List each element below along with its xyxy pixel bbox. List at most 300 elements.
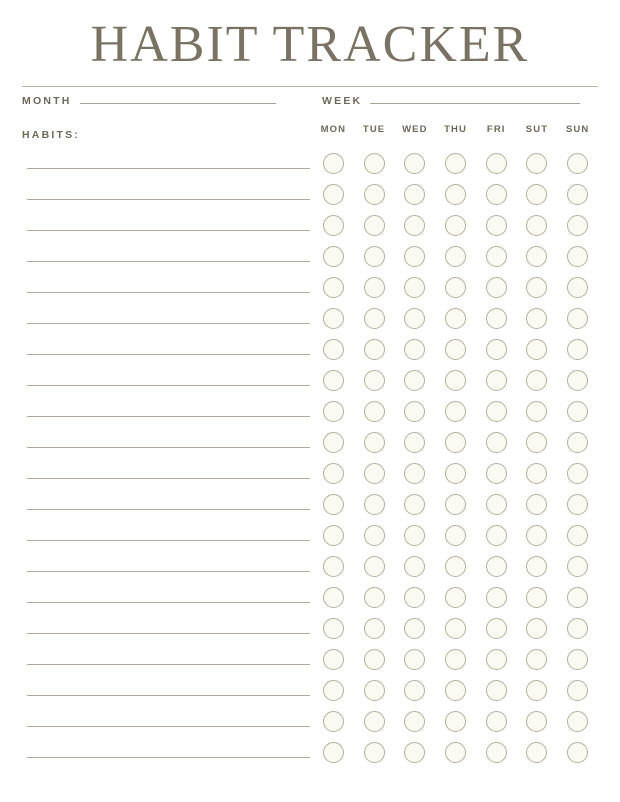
checkbox-circle-icon[interactable] — [323, 494, 344, 515]
tracker-cell[interactable] — [557, 525, 598, 546]
checkbox-circle-icon[interactable] — [445, 370, 466, 391]
tracker-cell[interactable] — [557, 277, 598, 298]
habit-line[interactable] — [27, 385, 310, 386]
tracker-cell[interactable] — [354, 370, 395, 391]
checkbox-circle-icon[interactable] — [486, 277, 507, 298]
tracker-cell[interactable] — [313, 742, 354, 763]
checkbox-circle-icon[interactable] — [404, 680, 425, 701]
checkbox-circle-icon[interactable] — [323, 711, 344, 732]
tracker-cell[interactable] — [435, 587, 476, 608]
habit-line[interactable] — [27, 168, 310, 169]
checkbox-circle-icon[interactable] — [567, 525, 588, 546]
checkbox-circle-icon[interactable] — [486, 370, 507, 391]
tracker-cell[interactable] — [313, 711, 354, 732]
tracker-cell[interactable] — [435, 711, 476, 732]
checkbox-circle-icon[interactable] — [486, 153, 507, 174]
checkbox-circle-icon[interactable] — [445, 556, 466, 577]
habit-line[interactable] — [27, 230, 310, 231]
checkbox-circle-icon[interactable] — [567, 277, 588, 298]
checkbox-circle-icon[interactable] — [445, 711, 466, 732]
checkbox-circle-icon[interactable] — [486, 680, 507, 701]
checkbox-circle-icon[interactable] — [445, 432, 466, 453]
checkbox-circle-icon[interactable] — [404, 401, 425, 422]
tracker-cell[interactable] — [394, 184, 435, 205]
tracker-cell[interactable] — [435, 339, 476, 360]
tracker-cell[interactable] — [394, 618, 435, 639]
tracker-cell[interactable] — [394, 370, 435, 391]
checkbox-circle-icon[interactable] — [404, 153, 425, 174]
tracker-cell[interactable] — [354, 649, 395, 670]
tracker-cell[interactable] — [394, 215, 435, 236]
checkbox-circle-icon[interactable] — [404, 711, 425, 732]
checkbox-circle-icon[interactable] — [364, 401, 385, 422]
tracker-cell[interactable] — [517, 525, 558, 546]
tracker-cell[interactable] — [476, 494, 517, 515]
tracker-cell[interactable] — [435, 370, 476, 391]
tracker-cell[interactable] — [354, 339, 395, 360]
tracker-cell[interactable] — [476, 432, 517, 453]
tracker-cell[interactable] — [476, 463, 517, 484]
tracker-cell[interactable] — [557, 215, 598, 236]
tracker-cell[interactable] — [517, 308, 558, 329]
tracker-cell[interactable] — [517, 680, 558, 701]
tracker-cell[interactable] — [394, 742, 435, 763]
habit-line[interactable] — [27, 354, 310, 355]
checkbox-circle-icon[interactable] — [364, 370, 385, 391]
tracker-cell[interactable] — [435, 463, 476, 484]
tracker-cell[interactable] — [354, 153, 395, 174]
checkbox-circle-icon[interactable] — [526, 184, 547, 205]
tracker-cell[interactable] — [313, 370, 354, 391]
checkbox-circle-icon[interactable] — [567, 215, 588, 236]
tracker-cell[interactable] — [435, 184, 476, 205]
checkbox-circle-icon[interactable] — [526, 370, 547, 391]
checkbox-circle-icon[interactable] — [445, 525, 466, 546]
checkbox-circle-icon[interactable] — [445, 246, 466, 267]
tracker-cell[interactable] — [313, 463, 354, 484]
tracker-cell[interactable] — [394, 711, 435, 732]
tracker-cell[interactable] — [435, 556, 476, 577]
checkbox-circle-icon[interactable] — [526, 742, 547, 763]
checkbox-circle-icon[interactable] — [364, 680, 385, 701]
checkbox-circle-icon[interactable] — [445, 401, 466, 422]
checkbox-circle-icon[interactable] — [567, 618, 588, 639]
checkbox-circle-icon[interactable] — [323, 215, 344, 236]
tracker-cell[interactable] — [517, 246, 558, 267]
checkbox-circle-icon[interactable] — [323, 618, 344, 639]
checkbox-circle-icon[interactable] — [404, 308, 425, 329]
tracker-cell[interactable] — [476, 680, 517, 701]
checkbox-circle-icon[interactable] — [404, 184, 425, 205]
tracker-cell[interactable] — [557, 680, 598, 701]
tracker-cell[interactable] — [557, 587, 598, 608]
tracker-cell[interactable] — [476, 277, 517, 298]
habit-line[interactable] — [27, 261, 310, 262]
tracker-cell[interactable] — [354, 277, 395, 298]
checkbox-circle-icon[interactable] — [526, 649, 547, 670]
checkbox-circle-icon[interactable] — [567, 711, 588, 732]
tracker-cell[interactable] — [557, 339, 598, 360]
tracker-cell[interactable] — [476, 246, 517, 267]
checkbox-circle-icon[interactable] — [364, 649, 385, 670]
checkbox-circle-icon[interactable] — [486, 742, 507, 763]
tracker-cell[interactable] — [435, 432, 476, 453]
tracker-cell[interactable] — [313, 556, 354, 577]
habit-line[interactable] — [27, 602, 310, 603]
tracker-cell[interactable] — [354, 711, 395, 732]
checkbox-circle-icon[interactable] — [364, 556, 385, 577]
checkbox-circle-icon[interactable] — [364, 711, 385, 732]
habit-line[interactable] — [27, 540, 310, 541]
checkbox-circle-icon[interactable] — [323, 742, 344, 763]
habit-line[interactable] — [27, 292, 310, 293]
checkbox-circle-icon[interactable] — [364, 463, 385, 484]
tracker-cell[interactable] — [557, 432, 598, 453]
tracker-cell[interactable] — [313, 680, 354, 701]
tracker-cell[interactable] — [476, 184, 517, 205]
tracker-cell[interactable] — [394, 556, 435, 577]
checkbox-circle-icon[interactable] — [486, 184, 507, 205]
checkbox-circle-icon[interactable] — [567, 556, 588, 577]
tracker-cell[interactable] — [394, 680, 435, 701]
checkbox-circle-icon[interactable] — [526, 680, 547, 701]
tracker-cell[interactable] — [435, 308, 476, 329]
checkbox-circle-icon[interactable] — [526, 556, 547, 577]
checkbox-circle-icon[interactable] — [567, 649, 588, 670]
tracker-cell[interactable] — [394, 308, 435, 329]
checkbox-circle-icon[interactable] — [445, 184, 466, 205]
checkbox-circle-icon[interactable] — [404, 246, 425, 267]
checkbox-circle-icon[interactable] — [526, 463, 547, 484]
tracker-cell[interactable] — [476, 525, 517, 546]
tracker-cell[interactable] — [435, 215, 476, 236]
checkbox-circle-icon[interactable] — [404, 649, 425, 670]
tracker-cell[interactable] — [476, 215, 517, 236]
checkbox-circle-icon[interactable] — [323, 556, 344, 577]
tracker-cell[interactable] — [517, 339, 558, 360]
tracker-cell[interactable] — [313, 401, 354, 422]
tracker-cell[interactable] — [313, 339, 354, 360]
checkbox-circle-icon[interactable] — [323, 525, 344, 546]
tracker-cell[interactable] — [313, 525, 354, 546]
tracker-cell[interactable] — [313, 649, 354, 670]
checkbox-circle-icon[interactable] — [323, 401, 344, 422]
checkbox-circle-icon[interactable] — [323, 277, 344, 298]
tracker-cell[interactable] — [557, 308, 598, 329]
checkbox-circle-icon[interactable] — [404, 215, 425, 236]
tracker-cell[interactable] — [394, 339, 435, 360]
tracker-cell[interactable] — [394, 525, 435, 546]
checkbox-circle-icon[interactable] — [404, 339, 425, 360]
tracker-cell[interactable] — [476, 649, 517, 670]
checkbox-circle-icon[interactable] — [486, 649, 507, 670]
tracker-cell[interactable] — [476, 153, 517, 174]
week-field[interactable] — [322, 95, 600, 107]
checkbox-circle-icon[interactable] — [323, 153, 344, 174]
tracker-cell[interactable] — [517, 587, 558, 608]
checkbox-circle-icon[interactable] — [364, 153, 385, 174]
checkbox-circle-icon[interactable] — [567, 401, 588, 422]
checkbox-circle-icon[interactable] — [526, 494, 547, 515]
tracker-cell[interactable] — [354, 432, 395, 453]
checkbox-circle-icon[interactable] — [323, 184, 344, 205]
checkbox-circle-icon[interactable] — [486, 432, 507, 453]
checkbox-circle-icon[interactable] — [364, 277, 385, 298]
month-field-writeline[interactable] — [80, 103, 276, 104]
checkbox-circle-icon[interactable] — [364, 246, 385, 267]
checkbox-circle-icon[interactable] — [364, 525, 385, 546]
tracker-cell[interactable] — [435, 525, 476, 546]
checkbox-circle-icon[interactable] — [445, 153, 466, 174]
tracker-cell[interactable] — [354, 215, 395, 236]
habit-line[interactable] — [27, 323, 310, 324]
habit-line[interactable] — [27, 726, 310, 727]
tracker-cell[interactable] — [313, 587, 354, 608]
tracker-cell[interactable] — [313, 246, 354, 267]
tracker-cell[interactable] — [313, 308, 354, 329]
checkbox-circle-icon[interactable] — [486, 494, 507, 515]
checkbox-circle-icon[interactable] — [364, 618, 385, 639]
checkbox-circle-icon[interactable] — [445, 742, 466, 763]
checkbox-circle-icon[interactable] — [445, 587, 466, 608]
checkbox-circle-icon[interactable] — [526, 246, 547, 267]
checkbox-circle-icon[interactable] — [486, 308, 507, 329]
checkbox-circle-icon[interactable] — [404, 494, 425, 515]
checkbox-circle-icon[interactable] — [323, 649, 344, 670]
habit-line[interactable] — [27, 478, 310, 479]
checkbox-circle-icon[interactable] — [567, 370, 588, 391]
checkbox-circle-icon[interactable] — [526, 215, 547, 236]
checkbox-circle-icon[interactable] — [567, 680, 588, 701]
tracker-cell[interactable] — [354, 742, 395, 763]
habit-line[interactable] — [27, 633, 310, 634]
checkbox-circle-icon[interactable] — [526, 432, 547, 453]
tracker-cell[interactable] — [476, 308, 517, 329]
tracker-cell[interactable] — [517, 370, 558, 391]
tracker-cell[interactable] — [476, 401, 517, 422]
tracker-cell[interactable] — [557, 246, 598, 267]
tracker-cell[interactable] — [313, 277, 354, 298]
checkbox-circle-icon[interactable] — [567, 432, 588, 453]
tracker-cell[interactable] — [517, 742, 558, 763]
tracker-cell[interactable] — [476, 711, 517, 732]
checkbox-circle-icon[interactable] — [486, 556, 507, 577]
tracker-cell[interactable] — [557, 649, 598, 670]
tracker-cell[interactable] — [435, 401, 476, 422]
checkbox-circle-icon[interactable] — [567, 308, 588, 329]
tracker-cell[interactable] — [557, 401, 598, 422]
checkbox-circle-icon[interactable] — [404, 556, 425, 577]
tracker-cell[interactable] — [354, 525, 395, 546]
checkbox-circle-icon[interactable] — [404, 587, 425, 608]
tracker-cell[interactable] — [557, 556, 598, 577]
checkbox-circle-icon[interactable] — [526, 153, 547, 174]
tracker-cell[interactable] — [313, 432, 354, 453]
tracker-cell[interactable] — [435, 277, 476, 298]
checkbox-circle-icon[interactable] — [364, 184, 385, 205]
checkbox-circle-icon[interactable] — [486, 339, 507, 360]
tracker-cell[interactable] — [557, 153, 598, 174]
tracker-cell[interactable] — [517, 649, 558, 670]
habit-line[interactable] — [27, 757, 310, 758]
checkbox-circle-icon[interactable] — [404, 525, 425, 546]
habit-line[interactable] — [27, 695, 310, 696]
checkbox-circle-icon[interactable] — [323, 587, 344, 608]
tracker-cell[interactable] — [394, 463, 435, 484]
checkbox-circle-icon[interactable] — [486, 463, 507, 484]
checkbox-circle-icon[interactable] — [567, 339, 588, 360]
checkbox-circle-icon[interactable] — [323, 246, 344, 267]
checkbox-circle-icon[interactable] — [486, 618, 507, 639]
checkbox-circle-icon[interactable] — [526, 618, 547, 639]
checkbox-circle-icon[interactable] — [323, 308, 344, 329]
tracker-cell[interactable] — [313, 618, 354, 639]
tracker-cell[interactable] — [394, 587, 435, 608]
tracker-cell[interactable] — [313, 184, 354, 205]
checkbox-circle-icon[interactable] — [323, 339, 344, 360]
tracker-cell[interactable] — [517, 215, 558, 236]
tracker-cell[interactable] — [476, 742, 517, 763]
checkbox-circle-icon[interactable] — [445, 618, 466, 639]
tracker-cell[interactable] — [517, 618, 558, 639]
checkbox-circle-icon[interactable] — [486, 215, 507, 236]
checkbox-circle-icon[interactable] — [526, 401, 547, 422]
checkbox-circle-icon[interactable] — [526, 587, 547, 608]
habit-line[interactable] — [27, 664, 310, 665]
tracker-cell[interactable] — [517, 184, 558, 205]
tracker-cell[interactable] — [517, 494, 558, 515]
checkbox-circle-icon[interactable] — [567, 742, 588, 763]
tracker-cell[interactable] — [435, 649, 476, 670]
tracker-cell[interactable] — [517, 277, 558, 298]
tracker-cell[interactable] — [435, 680, 476, 701]
checkbox-circle-icon[interactable] — [445, 494, 466, 515]
tracker-cell[interactable] — [394, 432, 435, 453]
checkbox-circle-icon[interactable] — [445, 277, 466, 298]
tracker-cell[interactable] — [435, 618, 476, 639]
tracker-cell[interactable] — [557, 463, 598, 484]
tracker-cell[interactable] — [394, 494, 435, 515]
month-field[interactable] — [22, 95, 302, 107]
tracker-cell[interactable] — [435, 153, 476, 174]
checkbox-circle-icon[interactable] — [404, 432, 425, 453]
checkbox-circle-icon[interactable] — [567, 246, 588, 267]
tracker-cell[interactable] — [354, 618, 395, 639]
tracker-cell[interactable] — [394, 277, 435, 298]
tracker-cell[interactable] — [435, 246, 476, 267]
tracker-cell[interactable] — [476, 556, 517, 577]
checkbox-circle-icon[interactable] — [486, 525, 507, 546]
tracker-cell[interactable] — [557, 184, 598, 205]
tracker-cell[interactable] — [313, 153, 354, 174]
tracker-cell[interactable] — [313, 215, 354, 236]
tracker-cell[interactable] — [557, 370, 598, 391]
tracker-cell[interactable] — [517, 153, 558, 174]
checkbox-circle-icon[interactable] — [323, 370, 344, 391]
checkbox-circle-icon[interactable] — [445, 463, 466, 484]
tracker-cell[interactable] — [557, 711, 598, 732]
checkbox-circle-icon[interactable] — [364, 339, 385, 360]
checkbox-circle-icon[interactable] — [526, 277, 547, 298]
tracker-cell[interactable] — [354, 246, 395, 267]
tracker-cell[interactable] — [435, 742, 476, 763]
habit-line[interactable] — [27, 199, 310, 200]
checkbox-circle-icon[interactable] — [404, 742, 425, 763]
tracker-cell[interactable] — [354, 401, 395, 422]
tracker-cell[interactable] — [476, 339, 517, 360]
checkbox-circle-icon[interactable] — [486, 587, 507, 608]
tracker-cell[interactable] — [394, 649, 435, 670]
tracker-cell[interactable] — [435, 494, 476, 515]
checkbox-circle-icon[interactable] — [567, 494, 588, 515]
checkbox-circle-icon[interactable] — [567, 153, 588, 174]
checkbox-circle-icon[interactable] — [567, 184, 588, 205]
checkbox-circle-icon[interactable] — [404, 277, 425, 298]
checkbox-circle-icon[interactable] — [404, 618, 425, 639]
tracker-cell[interactable] — [394, 401, 435, 422]
tracker-cell[interactable] — [476, 370, 517, 391]
tracker-cell[interactable] — [354, 587, 395, 608]
checkbox-circle-icon[interactable] — [404, 370, 425, 391]
tracker-cell[interactable] — [517, 556, 558, 577]
habit-line[interactable] — [27, 571, 310, 572]
tracker-cell[interactable] — [313, 494, 354, 515]
checkbox-circle-icon[interactable] — [445, 649, 466, 670]
checkbox-circle-icon[interactable] — [364, 494, 385, 515]
tracker-cell[interactable] — [394, 153, 435, 174]
habit-line[interactable] — [27, 447, 310, 448]
checkbox-circle-icon[interactable] — [364, 742, 385, 763]
checkbox-circle-icon[interactable] — [486, 711, 507, 732]
tracker-cell[interactable] — [354, 556, 395, 577]
tracker-cell[interactable] — [354, 494, 395, 515]
checkbox-circle-icon[interactable] — [526, 339, 547, 360]
checkbox-circle-icon[interactable] — [567, 587, 588, 608]
week-field-writeline[interactable] — [370, 103, 580, 104]
habit-line[interactable] — [27, 509, 310, 510]
tracker-cell[interactable] — [517, 432, 558, 453]
checkbox-circle-icon[interactable] — [323, 432, 344, 453]
tracker-cell[interactable] — [354, 308, 395, 329]
tracker-cell[interactable] — [354, 463, 395, 484]
checkbox-circle-icon[interactable] — [445, 215, 466, 236]
tracker-cell[interactable] — [354, 184, 395, 205]
checkbox-circle-icon[interactable] — [445, 680, 466, 701]
checkbox-circle-icon[interactable] — [364, 215, 385, 236]
tracker-cell[interactable] — [557, 618, 598, 639]
checkbox-circle-icon[interactable] — [323, 680, 344, 701]
checkbox-circle-icon[interactable] — [526, 711, 547, 732]
checkbox-circle-icon[interactable] — [486, 401, 507, 422]
checkbox-circle-icon[interactable] — [526, 308, 547, 329]
tracker-cell[interactable] — [557, 742, 598, 763]
tracker-cell[interactable] — [476, 587, 517, 608]
checkbox-circle-icon[interactable] — [364, 432, 385, 453]
checkbox-circle-icon[interactable] — [445, 339, 466, 360]
checkbox-circle-icon[interactable] — [526, 525, 547, 546]
checkbox-circle-icon[interactable] — [445, 308, 466, 329]
tracker-cell[interactable] — [354, 680, 395, 701]
tracker-cell[interactable] — [394, 246, 435, 267]
tracker-cell[interactable] — [476, 618, 517, 639]
checkbox-circle-icon[interactable] — [364, 587, 385, 608]
checkbox-circle-icon[interactable] — [323, 463, 344, 484]
tracker-cell[interactable] — [517, 711, 558, 732]
checkbox-circle-icon[interactable] — [486, 246, 507, 267]
tracker-cell[interactable] — [517, 463, 558, 484]
tracker-cell[interactable] — [557, 494, 598, 515]
checkbox-circle-icon[interactable] — [404, 463, 425, 484]
